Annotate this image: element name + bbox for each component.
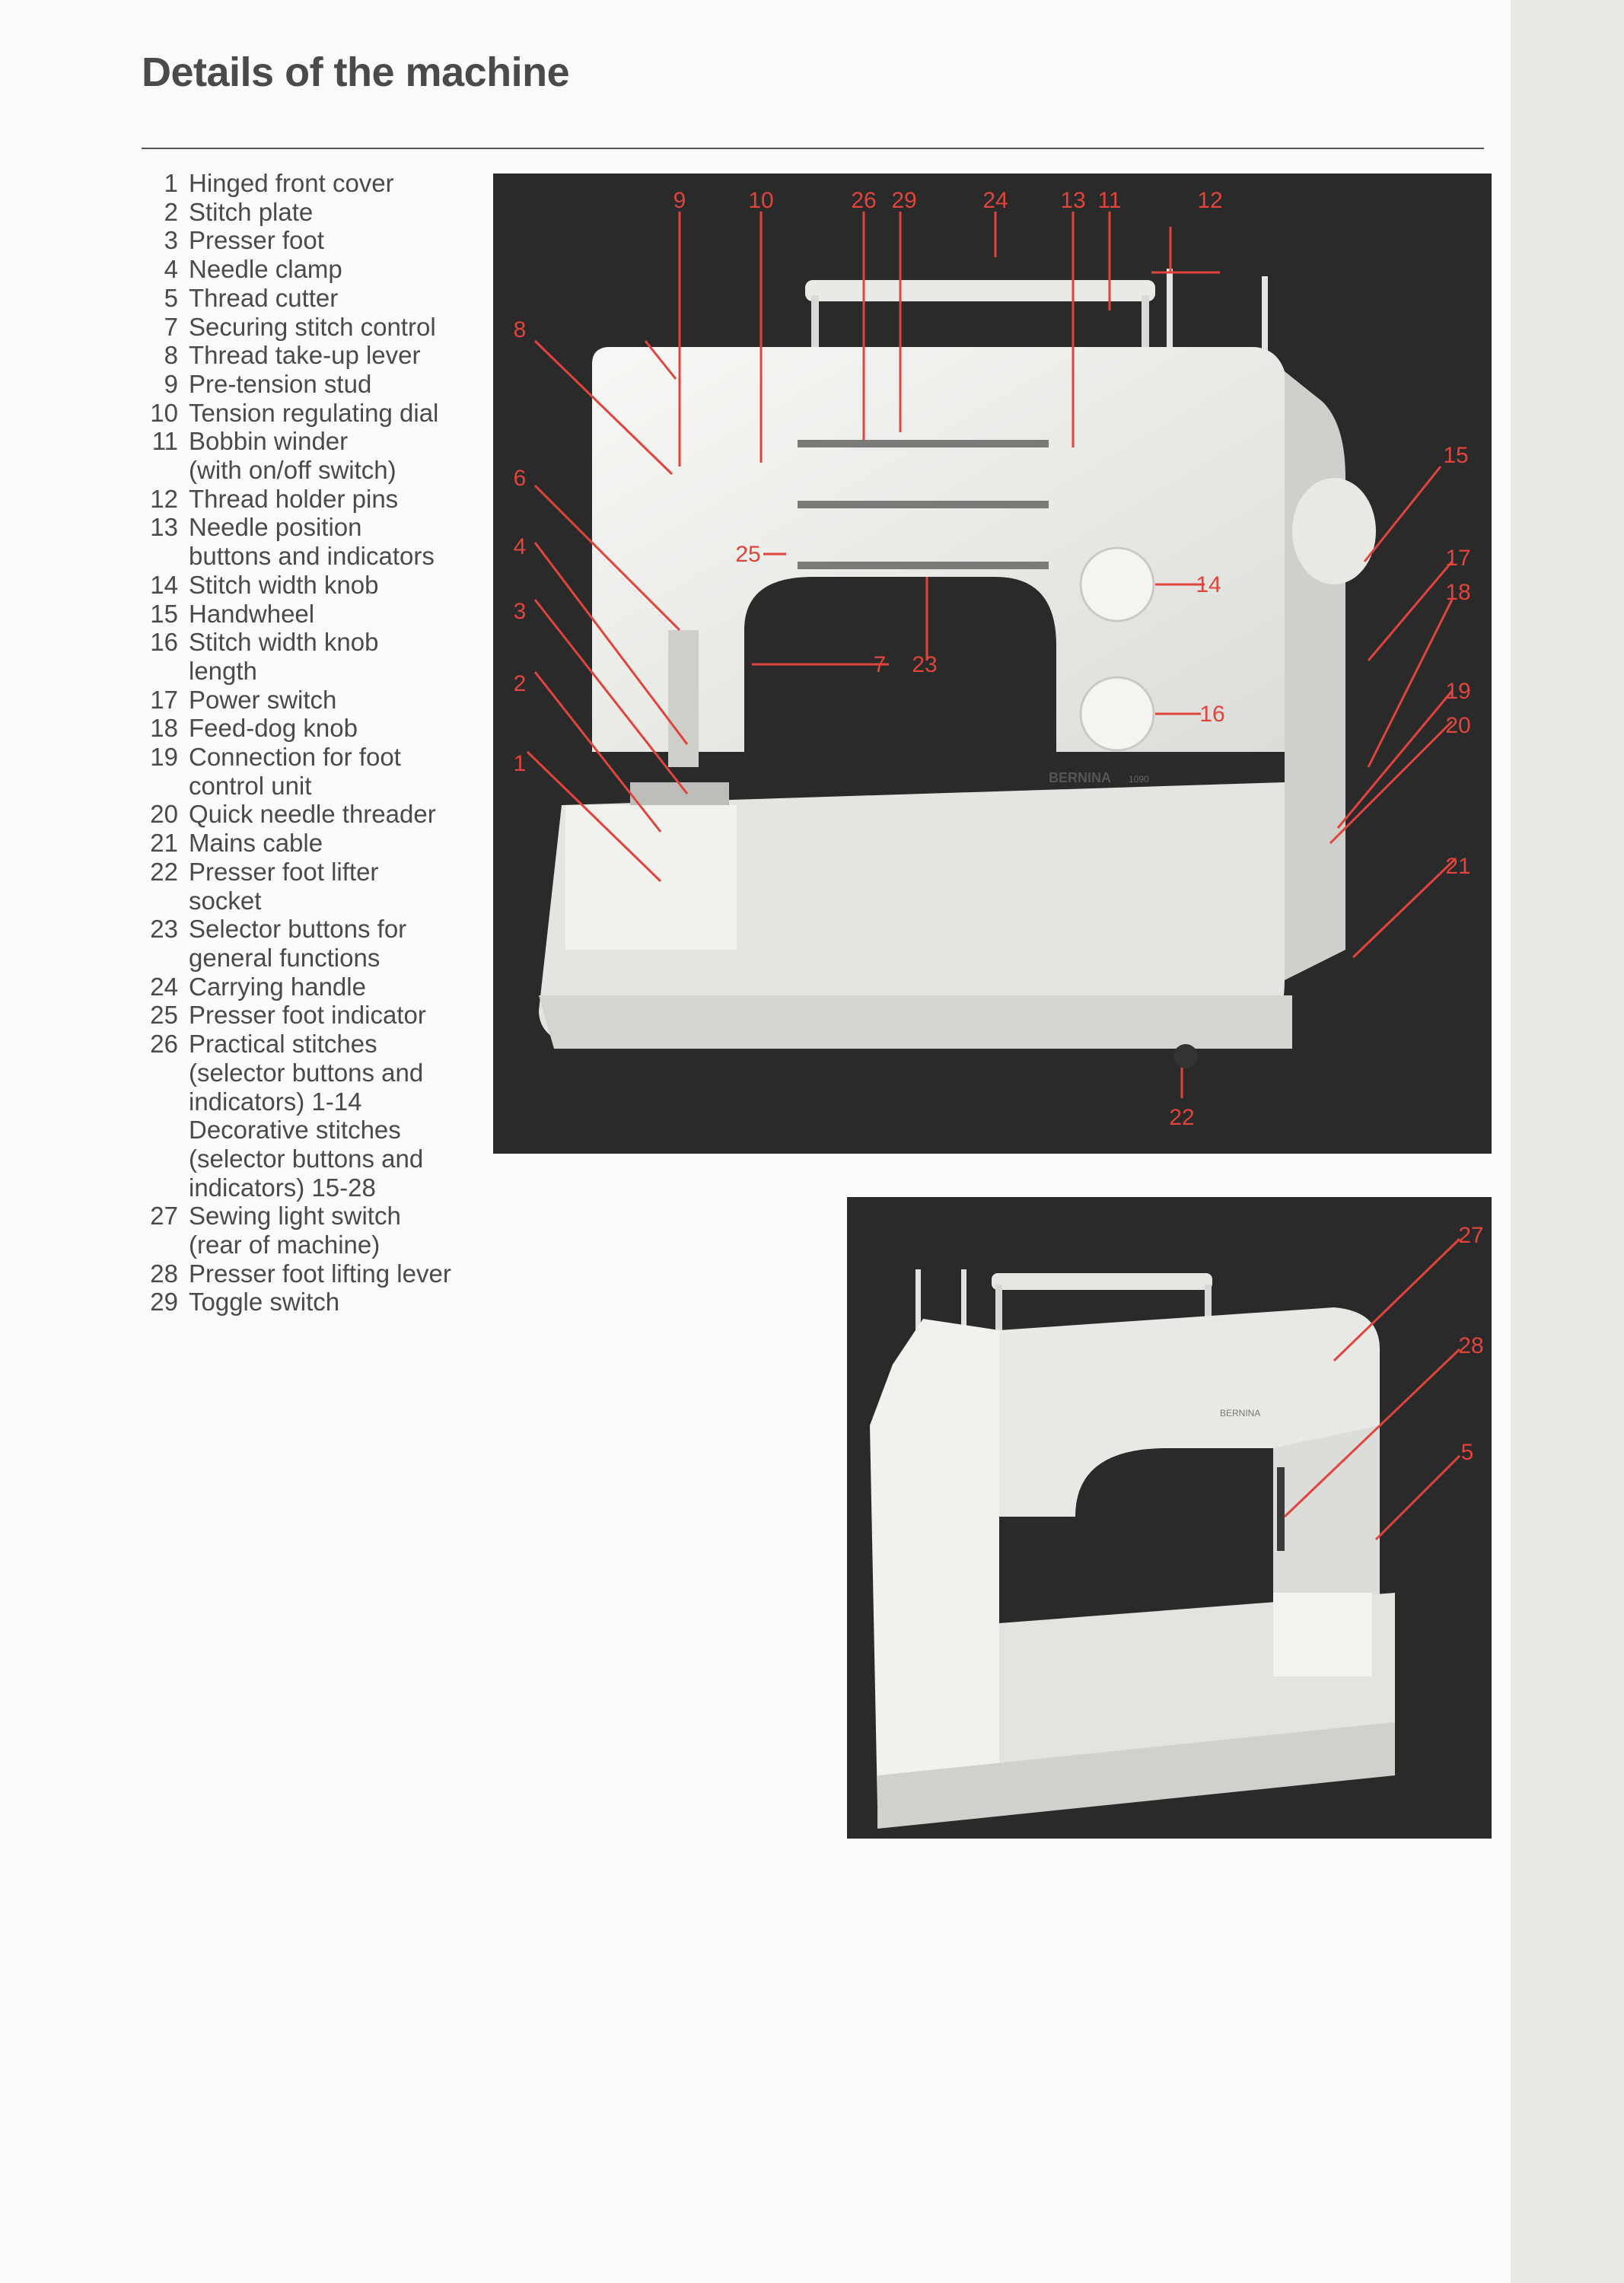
legend-text: Presser foot indicator: [189, 1001, 426, 1030]
legend-number: [134, 1231, 189, 1259]
legend-text: (selector buttons and: [189, 1058, 424, 1087]
legend-item-continuation: [134, 1059, 516, 1087]
legend-text: Presser foot lifter: [189, 857, 379, 886]
legend-text: buttons and indicators: [189, 542, 435, 571]
legend-text: Power switch: [189, 685, 337, 714]
legend-number: 19: [150, 743, 178, 772]
legend-number: 2: [164, 197, 178, 226]
legend-item: [134, 1259, 516, 1288]
legend-number: 15: [150, 599, 178, 628]
legend-text: length: [189, 656, 257, 685]
legend-text: Presser foot lifting lever: [189, 1259, 451, 1288]
legend-text: Decorative stitches: [189, 1116, 401, 1145]
legend-item: [134, 915, 516, 944]
legend-item: [134, 226, 516, 255]
legend-item: [134, 399, 516, 428]
legend-text: (with on/off switch): [189, 456, 396, 485]
legend-number: [134, 1145, 189, 1173]
legend-item: [134, 600, 516, 629]
callout-5: 5: [1460, 1440, 1474, 1465]
legend-number: 1: [164, 169, 178, 197]
callout-8: 8: [513, 317, 527, 342]
callout-13: 13: [1060, 188, 1086, 213]
legend-number: [134, 542, 189, 571]
legend-item-continuation: [134, 1087, 516, 1116]
legend-number: 22: [150, 857, 178, 886]
legend-text: Sewing light switch: [189, 1202, 401, 1231]
legend-text: indicators) 15-28: [189, 1173, 376, 1202]
legend-number: [134, 657, 189, 686]
legend-text: (rear of machine): [189, 1231, 381, 1259]
legend-number: 20: [150, 800, 178, 829]
callout-21: 21: [1445, 854, 1471, 879]
legend-number: 13: [150, 513, 178, 542]
legend-number: 18: [150, 714, 178, 743]
callout-20: 20: [1445, 713, 1471, 738]
legend-item-continuation: [134, 887, 516, 915]
legend-item: [134, 571, 516, 600]
callout-25: 25: [735, 542, 761, 567]
callout-19: 19: [1445, 679, 1471, 704]
legend-text: Connection for foot: [189, 743, 401, 772]
legend-text: Presser foot: [189, 226, 324, 255]
legend-item: [134, 284, 516, 313]
legend-text: Needle position: [189, 513, 362, 542]
legend-item: [134, 829, 516, 858]
legend-text: Carrying handle: [189, 972, 366, 1001]
callout-16: 16: [1199, 702, 1225, 727]
page-edge: [1511, 0, 1624, 2283]
legend-item: [134, 686, 516, 715]
legend-number: 21: [150, 829, 178, 858]
legend-number: [134, 1059, 189, 1087]
legend-item: [134, 628, 516, 657]
legend-number: 24: [150, 972, 178, 1001]
legend-text: general functions: [189, 943, 381, 972]
legend-number: 9: [164, 369, 178, 398]
callout-23: 23: [912, 652, 938, 677]
brand-label: BERNINA: [1049, 770, 1112, 785]
legend-number: 27: [150, 1202, 178, 1231]
legend-item: [134, 714, 516, 743]
legend-item-continuation: [134, 657, 516, 686]
legend-number: 8: [164, 341, 178, 370]
legend-item: [134, 858, 516, 887]
legend-number: 26: [150, 1030, 178, 1059]
legend-item: [134, 313, 516, 342]
model-label: 1090: [1129, 774, 1149, 785]
legend-item-continuation: [134, 772, 516, 801]
page-title: Details of the machine: [142, 49, 570, 95]
callout-12: 12: [1197, 188, 1223, 213]
legend-item: [134, 973, 516, 1001]
legend-number: 29: [150, 1288, 178, 1317]
legend-item: [134, 743, 516, 772]
legend-text: Needle clamp: [189, 255, 342, 284]
legend-item-continuation: [134, 944, 516, 973]
legend-text: Tension regulating dial: [189, 398, 439, 427]
legend-number: [134, 944, 189, 973]
callout-18: 18: [1445, 580, 1471, 605]
legend-number: 12: [150, 484, 178, 513]
legend-number: [134, 887, 189, 915]
legend-number: [134, 1173, 189, 1202]
title-rule: [142, 148, 1484, 149]
legend-text: Quick needle threader: [189, 800, 436, 829]
legend-number: 10: [150, 398, 178, 427]
legend-number: 5: [164, 283, 178, 312]
machine-front-photo: [493, 174, 1492, 1154]
rear-brand-label: BERNINA: [1220, 1408, 1261, 1419]
legend-item: [134, 1001, 516, 1030]
callout-26: 26: [851, 188, 877, 213]
legend-number: [134, 1116, 189, 1145]
legend-text: Handwheel: [189, 599, 315, 628]
legend-text: Mains cable: [189, 829, 323, 858]
callout-9: 9: [673, 188, 686, 213]
legend-text: Securing stitch control: [189, 312, 436, 341]
legend-item: [134, 1288, 516, 1317]
legend-item: [134, 341, 516, 370]
machine-rear-photo: [847, 1197, 1492, 1839]
callout-22: 22: [1169, 1105, 1195, 1130]
legend-item: [134, 513, 516, 542]
legend-item: [134, 1202, 516, 1231]
legend-text: Feed-dog knob: [189, 714, 358, 743]
callout-29: 29: [891, 188, 917, 213]
callout-2: 2: [513, 671, 527, 696]
parts-legend: [134, 169, 516, 1317]
legend-item: [134, 370, 516, 399]
callout-10: 10: [748, 188, 774, 213]
legend-number: [134, 456, 189, 485]
legend-number: 7: [164, 312, 178, 341]
legend-number: 14: [150, 570, 178, 599]
legend-number: 3: [164, 226, 178, 255]
legend-number: 25: [150, 1001, 178, 1030]
legend-item: [134, 1030, 516, 1059]
legend-number: 23: [150, 915, 178, 944]
legend-item-continuation: [134, 1231, 516, 1259]
legend-item-continuation: [134, 1173, 516, 1202]
legend-item: [134, 198, 516, 227]
legend-text: Stitch plate: [189, 197, 314, 226]
legend-item-continuation: [134, 456, 516, 485]
legend-item: [134, 255, 516, 284]
legend-number: 11: [151, 427, 178, 456]
callout-7: 7: [873, 652, 887, 677]
legend-item: [134, 485, 516, 514]
legend-text: Pre-tension stud: [189, 369, 372, 398]
callout-14: 14: [1196, 572, 1221, 597]
legend-text: Practical stitches: [189, 1030, 377, 1059]
callout-17: 17: [1445, 546, 1471, 571]
legend-text: Hinged front cover: [189, 169, 394, 197]
legend-text: indicators) 1-14: [189, 1087, 362, 1116]
legend-number: 16: [150, 628, 178, 657]
callout-1: 1: [513, 751, 527, 776]
legend-item-continuation: [134, 1145, 516, 1173]
legend-text: socket: [189, 886, 262, 915]
callout-15: 15: [1443, 443, 1469, 468]
legend-text: Toggle switch: [189, 1288, 340, 1317]
legend-item-continuation: [134, 542, 516, 571]
callout-6: 6: [513, 466, 527, 491]
legend-text: Thread take-up lever: [189, 341, 421, 370]
legend-text: (selector buttons and: [189, 1144, 424, 1173]
legend-number: [134, 772, 189, 801]
legend-text: Selector buttons for: [189, 915, 407, 944]
callout-27: 27: [1458, 1223, 1484, 1248]
callout-11: 11: [1097, 188, 1122, 213]
legend-number: [134, 1087, 189, 1116]
legend-text: Thread holder pins: [189, 484, 399, 513]
legend-item: [134, 800, 516, 829]
legend-text: Stitch width knob: [189, 570, 379, 599]
callout-24: 24: [982, 188, 1008, 213]
legend-text: Thread cutter: [189, 283, 339, 312]
legend-text: Stitch width knob: [189, 628, 379, 657]
legend-text: control unit: [189, 771, 312, 800]
callout-4: 4: [513, 534, 527, 559]
legend-text: Bobbin winder: [189, 427, 349, 456]
callout-3: 3: [513, 599, 527, 624]
legend-item: [134, 427, 516, 456]
legend-item: [134, 169, 516, 198]
callout-28: 28: [1458, 1333, 1484, 1358]
legend-number: 28: [150, 1259, 178, 1288]
legend-number: 4: [164, 255, 178, 284]
legend-item-continuation: [134, 1116, 516, 1145]
legend-number: 17: [150, 685, 178, 714]
